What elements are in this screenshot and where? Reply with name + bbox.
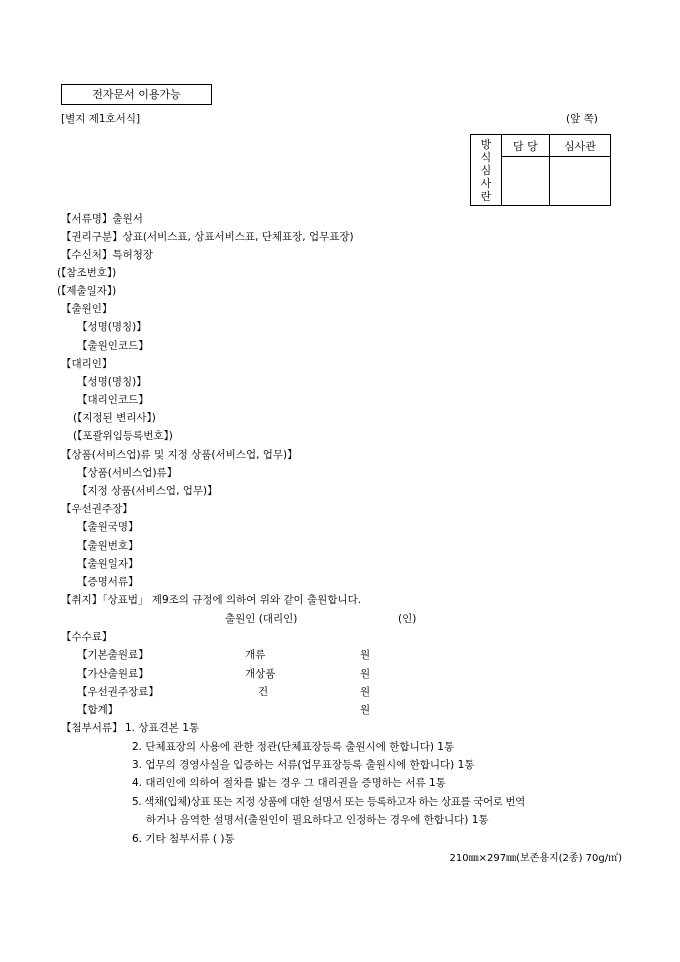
attachments-section: 【첨부서류】: [61, 722, 123, 734]
review-col-examiner: 심사관: [549, 135, 610, 157]
page-side-label: (앞 쪽): [566, 113, 598, 125]
review-label-char: 란: [480, 189, 492, 203]
signer-label: 출원인 (대리인): [225, 613, 298, 625]
goods-section: 【상품(서비스업)류 및 지정 상품(서비스업, 업무)】: [61, 449, 298, 461]
recipient-field: 【수신처】특허청장: [61, 249, 154, 261]
attachment-item-continued: 하거나 음역한 설명서(출원인이 필요하다고 인정하는 경우에 한합니다) 1통: [146, 814, 489, 826]
fee-label: 【우선권주장료】: [77, 686, 159, 698]
applicant-name-field: 【성명(명칭)】: [77, 321, 147, 333]
designated-goods-field: 【지정 상품(서비스업, 업무)】: [77, 485, 218, 497]
attachment-item: 3. 업무의 경영사실을 입증하는 서류(업무표장등록 출원시에 한합니다) 1통: [132, 759, 475, 771]
paper-spec-footer: 210㎜×297㎜(보존용지(2종) 70g/㎡): [449, 853, 622, 864]
fee-unit: 개상품: [245, 668, 276, 680]
fee-currency: 원: [360, 668, 371, 680]
review-cell-examiner: [549, 157, 610, 206]
agent-name-field: 【성명(명칭)】: [77, 376, 147, 388]
right-type-field: 【권리구분】상표(서비스표, 상표서비스표, 단체표장, 업무표장): [61, 231, 354, 243]
fee-unit: 건: [258, 686, 269, 698]
doc-name-field: 【서류명】출원서: [61, 213, 143, 225]
review-label-char: 방: [480, 137, 492, 151]
seal-mark: (인): [398, 613, 417, 625]
review-label-char: 식: [480, 150, 492, 164]
agent-section: 【대리인】: [61, 358, 113, 370]
attachment-item: 4. 대리인에 의하여 절차를 밟는 경우 그 대리권을 증명하는 서류 1통: [132, 777, 446, 789]
submission-date-field: (【제출일자】): [57, 285, 117, 297]
attachment-item: 1. 상표견본 1통: [125, 722, 200, 734]
priority-date-field: 【출원일자】: [77, 558, 139, 570]
fee-label: 【합계】: [77, 704, 119, 716]
fee-currency: 원: [360, 649, 371, 661]
fees-section: 【수수료】: [61, 631, 113, 643]
attachment-item: 6. 기타 첨부서류 ( )통: [132, 833, 235, 845]
attachment-item: 5. 색채(입체)상표 또는 지정 상품에 대한 설명서 또는 등록하고자 하는 상표를 국어로 번역: [132, 796, 525, 808]
priority-section: 【우선권주장】: [61, 503, 133, 515]
goods-class-field: 【상품(서비스업)류】: [77, 467, 178, 479]
priority-docs-field: 【증명서류】: [77, 576, 139, 588]
form-number: [별지 제1호서식]: [61, 113, 141, 125]
priority-number-field: 【출원번호】: [77, 540, 139, 552]
review-label-char: 심: [480, 163, 492, 177]
designated-attorney-field: (【지정된 변리사】): [73, 412, 156, 424]
applicant-code-field: 【출원인코드】: [77, 340, 149, 352]
agent-code-field: 【대리인코드】: [77, 394, 149, 406]
review-col-charge: 담 당: [502, 135, 550, 157]
general-power-number-field: (【포괄위임등록번호】): [73, 430, 173, 442]
electronic-document-label: 전자문서 이용가능: [61, 84, 212, 105]
fee-unit: 개류: [245, 649, 266, 661]
attachment-item: 2. 단체표장의 사용에 관한 정관(단체표장등록 출원시에 한합니다) 1통: [132, 741, 455, 753]
applicant-section: 【출원인】: [61, 303, 113, 315]
priority-country-field: 【출원국명】: [77, 521, 139, 533]
reference-number-field: (【참조번호】): [57, 267, 117, 279]
fee-currency: 원: [360, 704, 371, 716]
review-box: [470, 134, 611, 206]
purpose-statement: 【취지】「상표법」 제9조의 규정에 의하여 위와 같이 출원합니다.: [61, 594, 362, 606]
fee-currency: 원: [360, 686, 371, 698]
review-box-label: [471, 135, 502, 206]
fee-label: 【가산출원료】: [77, 668, 149, 680]
fee-label: 【기본출원료】: [77, 649, 149, 661]
review-cell-charge: [502, 157, 550, 206]
review-label-char: 사: [480, 176, 492, 190]
